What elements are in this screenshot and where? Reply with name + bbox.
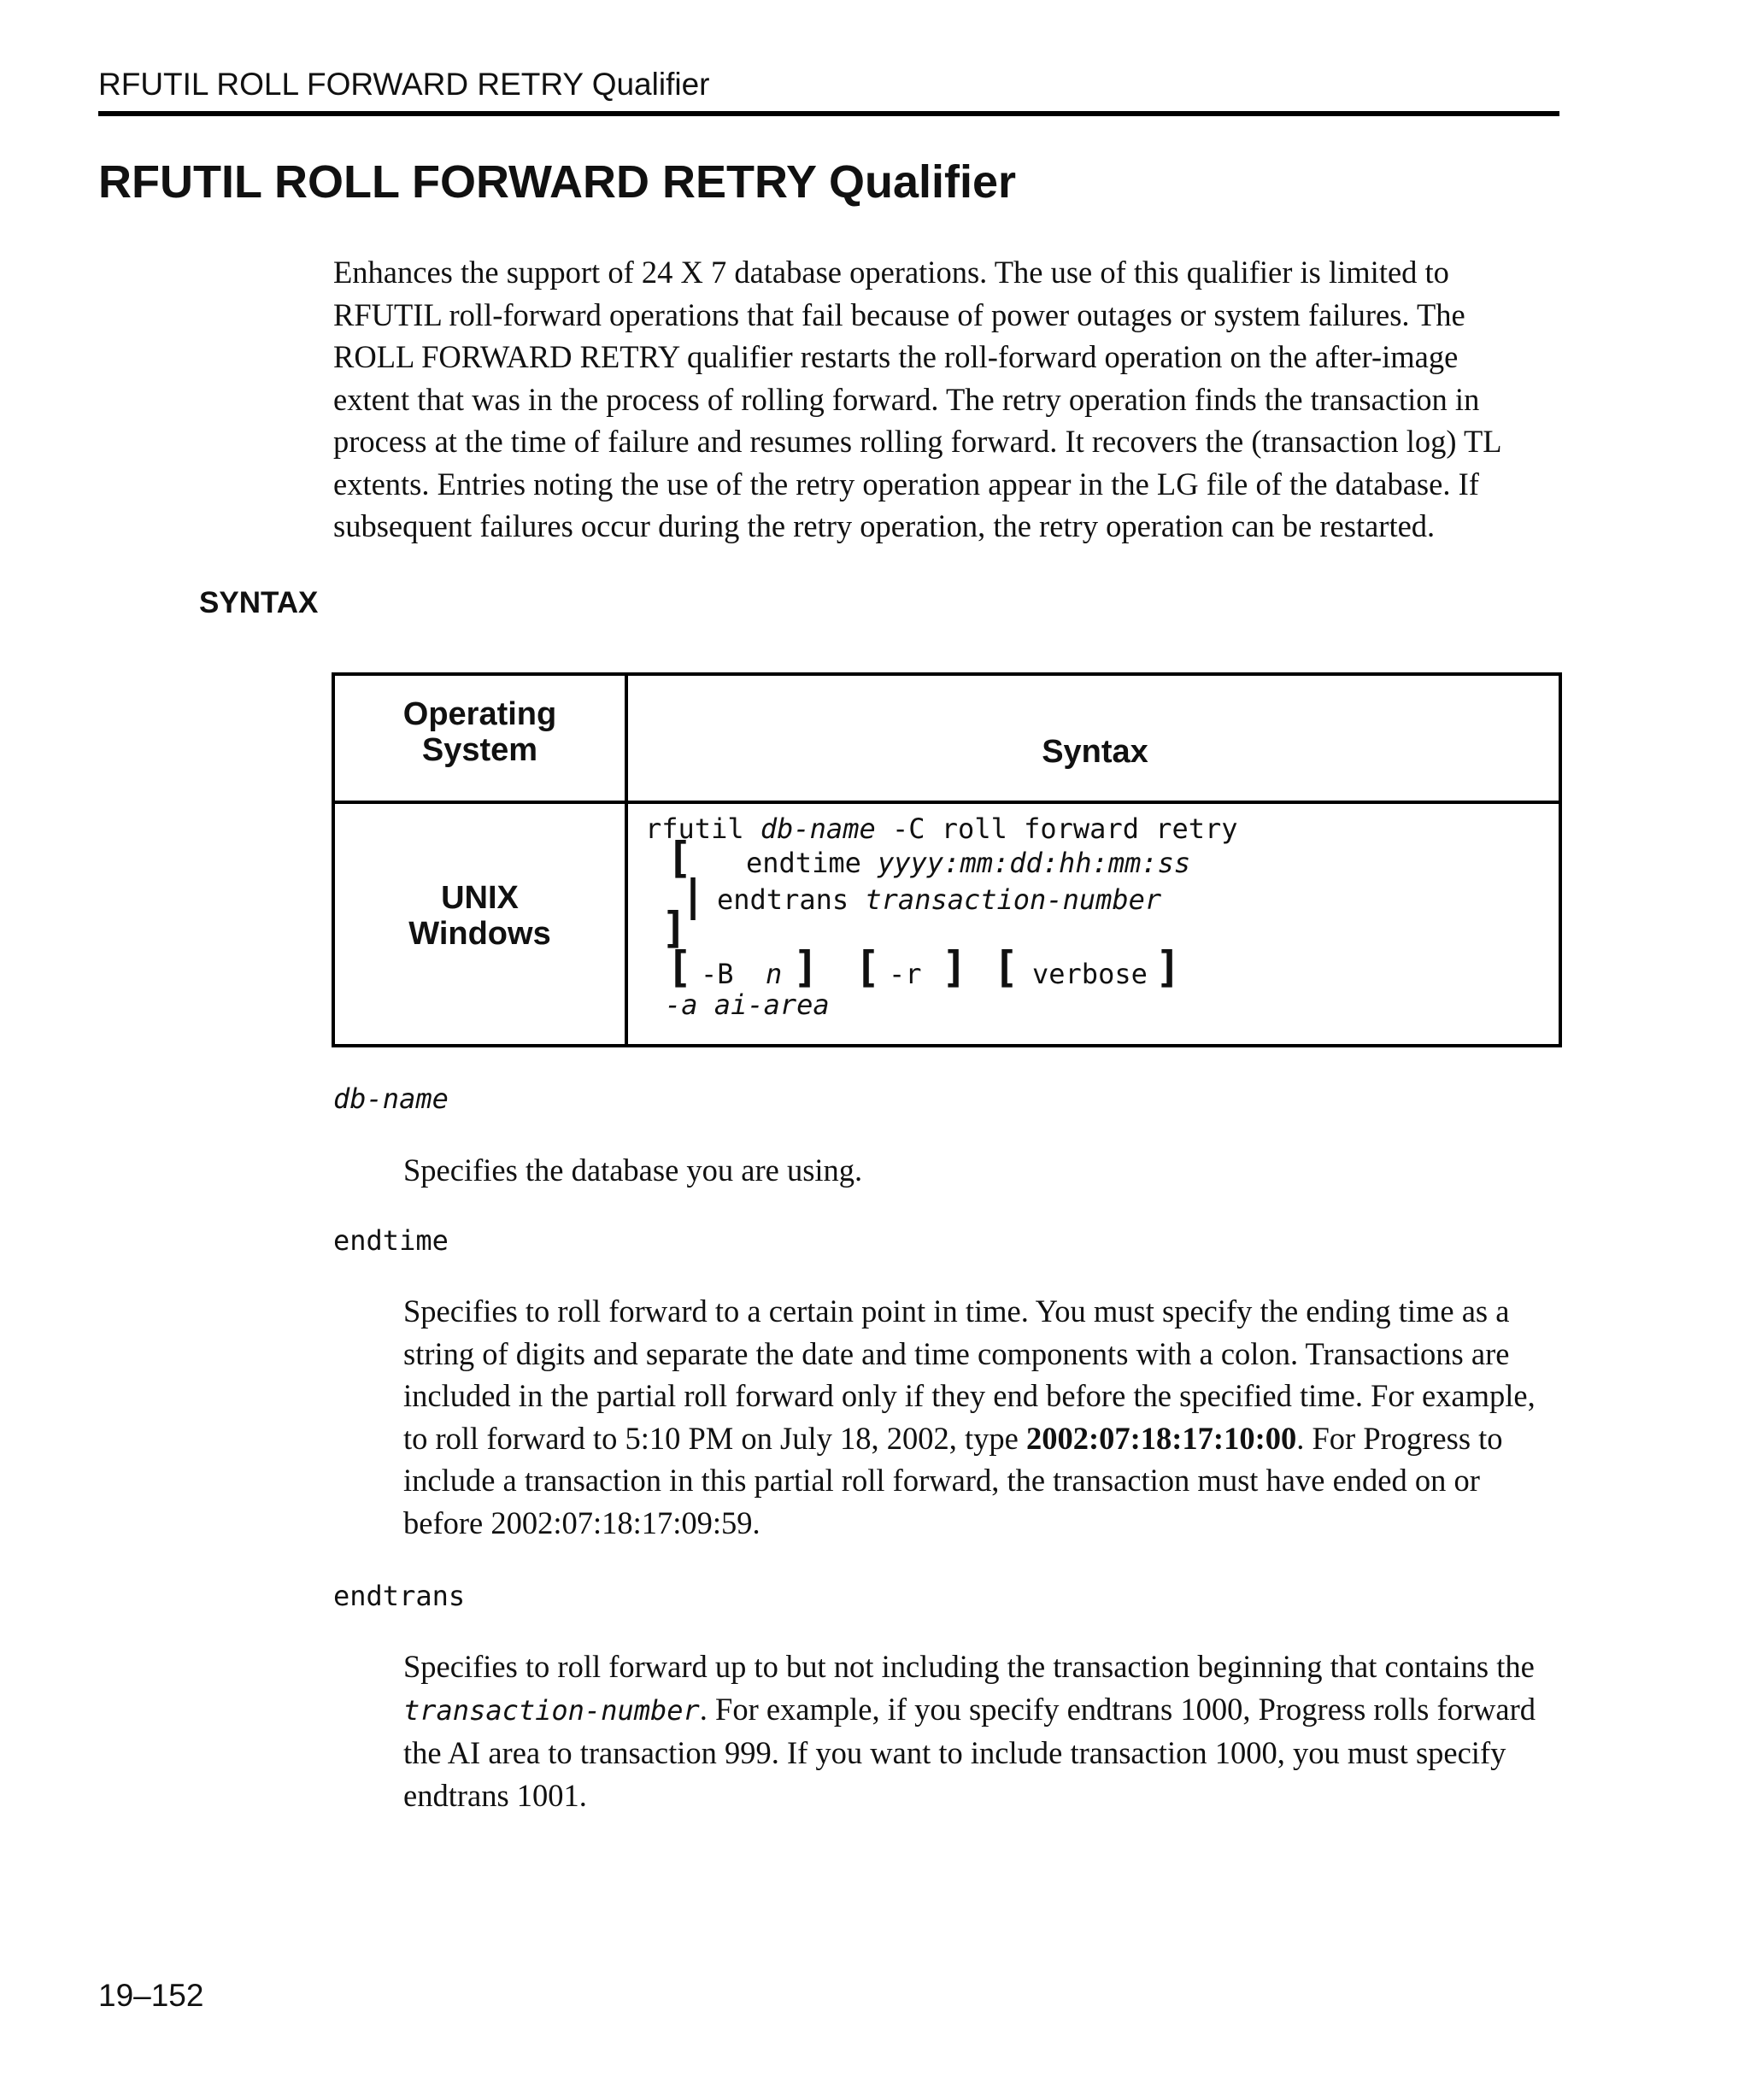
desc-endtrans [403, 1645, 1583, 1816]
term-endtrans: endtrans [333, 1580, 466, 1612]
desc-db-name [403, 1149, 1583, 1192]
code-option-b: -B [701, 958, 734, 990]
open-bracket: [ [854, 942, 881, 992]
desc-line: the AI area to transaction 999. If you want to include transaction 1000, you must specify [403, 1735, 1506, 1770]
table-column-divider [625, 676, 628, 1044]
syntax-line-ai-area [665, 988, 830, 1021]
close-bracket: ] [661, 903, 688, 953]
code-transaction-number: transaction-number [403, 1693, 700, 1727]
table-row-divider [335, 801, 1559, 804]
table-header-syntax: Syntax [1042, 734, 1148, 770]
open-bracket: [ [667, 833, 693, 883]
intro-line: Enhances the support of 24 X 7 database operations. The use of this qualifier is limited to [333, 255, 1449, 290]
term-label: db-name [333, 1082, 449, 1115]
syntax-line-endtrans [717, 883, 1161, 916]
code-ai-area: ai-area [714, 988, 830, 1021]
desc-line: Specifies to roll forward to a certain point in time. You must specify the ending time as a [403, 1293, 1510, 1329]
intro-paragraph [333, 251, 1572, 548]
desc-line [403, 1417, 1583, 1460]
intro-line: subsequent failures occur during the retry operation, the retry operation can be restarted. [333, 508, 1436, 543]
code-option-a: -a [665, 988, 698, 1021]
intro-line: extents. Entries noting the use of the retry operation appear in the LG file of the database. If [333, 466, 1479, 502]
page-title: RFUTIL ROLL FORWARD RETRY Qualifier [98, 156, 1017, 208]
code-option-verbose: verbose [1032, 958, 1148, 990]
header-os-line: System [421, 732, 538, 768]
code-option-r: -r [889, 958, 922, 990]
syntax-line-command [645, 812, 1238, 845]
intro-line: RFUTIL roll-forward operations that fail because of power outages or system failures. The [333, 296, 1465, 332]
term-endtime: endtime [333, 1224, 449, 1257]
open-bracket: [ [667, 942, 693, 992]
syntax-heading: SYNTAX [199, 586, 319, 619]
pipe-separator: | [680, 871, 707, 920]
close-bracket: ] [942, 942, 968, 992]
open-bracket: [ [993, 942, 1019, 992]
os-unix: UNIX [441, 880, 519, 916]
code-qualifier: -C roll forward retry [891, 812, 1238, 845]
term-db-name [333, 1082, 449, 1115]
desc-line: before 2002:07:18:17:09:59. [403, 1505, 760, 1540]
desc-line: string of digits and separate the date and time components with a colon. Transactions are [403, 1335, 1510, 1371]
code-endtime: endtime [746, 847, 861, 879]
code-endtrans: endtrans [717, 883, 849, 916]
desc-line: endtrans 1001. [403, 1777, 587, 1813]
page-number: 19–152 [98, 1978, 204, 2013]
running-header: RFUTIL ROLL FORWARD RETRY Qualifier [98, 67, 710, 102]
code-n: n [766, 958, 783, 990]
close-bracket: ] [1155, 942, 1182, 992]
desc-text: . For Progress to [1296, 1420, 1503, 1456]
header-rule [98, 111, 1559, 116]
os-windows: Windows [408, 916, 551, 952]
code-endtime-arg: yyyy:mm:dd:hh:mm:ss [878, 847, 1191, 879]
code-db-name: db-name [760, 812, 876, 845]
header-os-line: Operating [402, 696, 557, 732]
example-timestamp: 2002:07:18:17:10:00 [1025, 1420, 1297, 1456]
desc-line: Specifies the database you are using. [403, 1153, 863, 1188]
desc-endtime [403, 1290, 1583, 1544]
intro-line: process at the time of failure and resumes rolling forward. It recovers the (transaction log) TL [333, 424, 1502, 459]
desc-line: included in the partial roll forward only if they end before the specified time. For example, [403, 1378, 1536, 1413]
code-endtrans-arg: transaction-number [865, 883, 1162, 916]
code-option-b-value [766, 958, 782, 990]
syntax-table [332, 672, 1562, 1047]
os-cell [335, 880, 625, 952]
desc-text: . For example, if you specify endtrans 1000, Progress rolls forward [699, 1691, 1536, 1727]
code-command: rfutil [645, 812, 744, 845]
desc-text: to roll forward to 5:10 PM on July 18, 2002, type [403, 1420, 1026, 1456]
desc-line: include a transaction in this partial roll forward, the transaction must have ended on or [403, 1463, 1480, 1498]
close-bracket: ] [793, 942, 819, 992]
intro-line: ROLL FORWARD RETRY qualifier restarts the roll-forward operation on the after-image [333, 339, 1459, 374]
desc-line: Specifies to roll forward up to but not including the transaction beginning that contains the [403, 1649, 1535, 1684]
intro-line: extent that was in the process of rolling forward. The retry operation finds the transaction in [333, 381, 1480, 417]
syntax-line-endtime [746, 847, 1190, 879]
desc-line [403, 1688, 1583, 1733]
table-header-operating-system [335, 696, 625, 768]
